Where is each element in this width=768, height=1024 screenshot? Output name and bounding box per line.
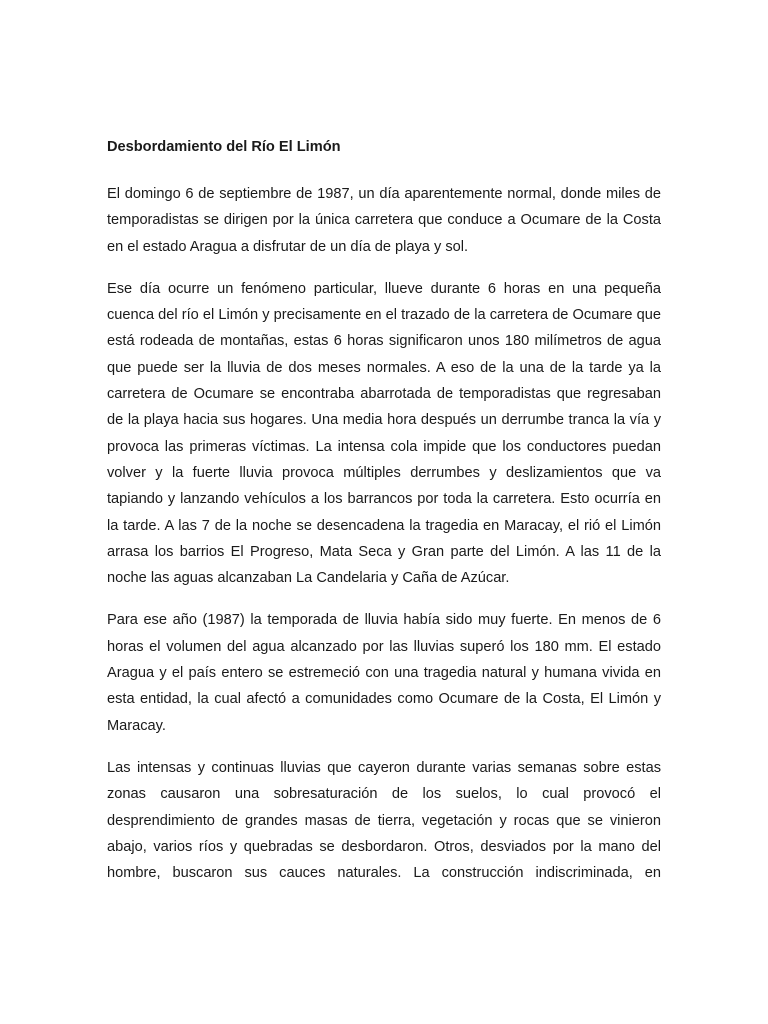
document-body <box>107 134 661 902</box>
paragraph-2: Ese día ocurre un fenómeno particular, llueve durante 6 horas en una pequeña cuenca del río el Limón y precisamente en el trazado de la carretera de Ocumare que está rodeada de montañas, estas 6 horas significaron unos 180 milímetros de agua que puede ser la lluvia de dos meses normales. A eso de la una de la tarde ya la carretera de Ocumare se encontraba abarrotada de temporadistas que regresaban de la playa hacia sus hogares. Una media hora después un derrumbe tranca la vía y provoca las primeras víctimas. La intensa cola impide que los conductores puedan volver y la fuerte lluvia provoca múltiples derrumbes y deslizamientos que va tapiando y lanzando vehículos a los barrancos por toda la carretera. Esto ocurría en la tarde. A las 7 de la noche se desencadena la tragedia en Maracay, el rió el Limón arrasa los barrios El Progreso, Mata Seca y Gran parte del Limón. A las 11 de la noche las aguas alcanzaban La Candelaria y Caña de Azúcar. <box>107 280 661 587</box>
document-title: Desbordamiento del Río El Limón <box>107 139 341 155</box>
paragraph-1: El domingo 6 de septiembre de 1987, un día aparentemente normal, donde miles de temporadistas se dirigen por la única carretera que conduce a Ocumare de la Costa en el estado Aragua a disfrutar de un día de playa y sol. <box>107 186 661 255</box>
paragraph-4: Las intensas y continuas lluvias que cayeron durante varias semanas sobre estas zonas causaron una sobresaturación de los suelos, lo cual provocó el desprendimiento de grandes masas de tierra, vegetación y rocas que se vinieron abajo, varios ríos y quebradas se desbordaron. Otros, desviados por la mano del hombre, buscaron sus cauces naturales. La construcción indiscriminada, en <box>107 759 661 882</box>
paragraph-3: Para ese año (1987) la temporada de lluvia había sido muy fuerte. En menos de 6 horas el volumen del agua alcanzado por las lluvias superó los 180 mm. El estado Aragua y el país entero se estremeció con una tragedia natural y humana vivida en esta entidad, la cual afectó a comunidades como Ocumare de la Costa, El Limón y Maracay. <box>107 612 661 734</box>
